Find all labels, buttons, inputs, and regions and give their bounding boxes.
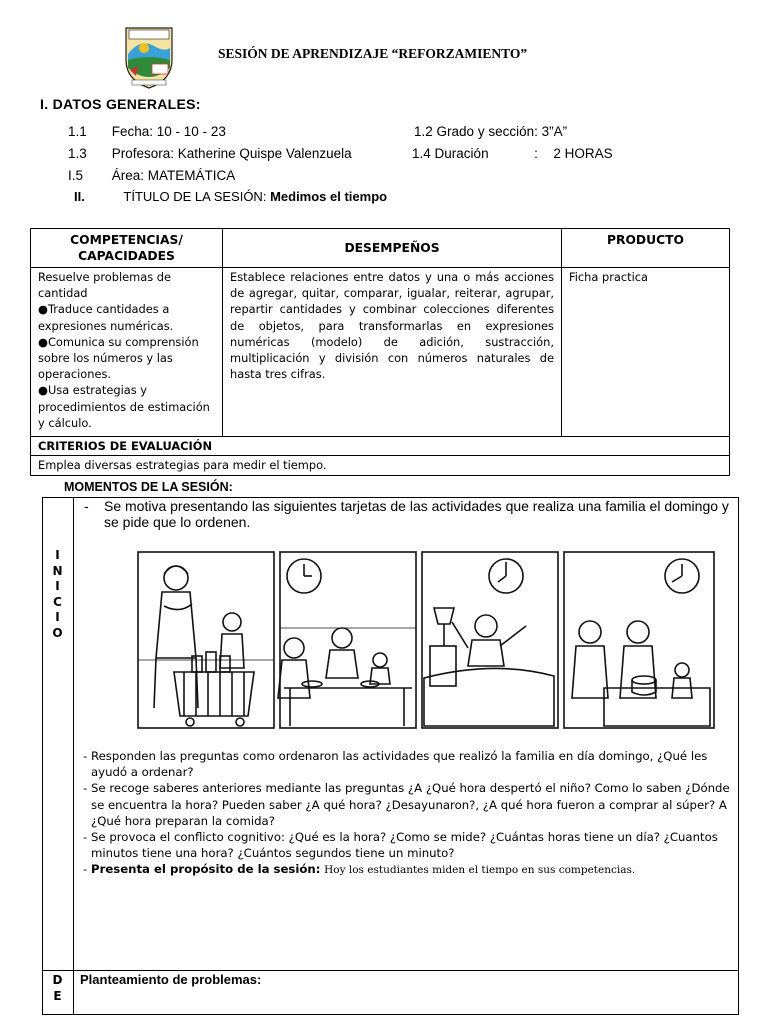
inicio-label: I N I C I O: [52, 548, 63, 640]
motivacion-text: - Se motiva presentando las siguientes tarjetas de las actividades que realiza una familia el domingo y se pide que lo ordenen.: [84, 498, 729, 530]
competencia-item: ●Usa estrategias y procedimientos de estimación y cálculo.: [38, 383, 210, 430]
criterios-value: Emplea diversas estrategias para medir el tiempo.: [31, 456, 730, 476]
card-waking-up: [422, 552, 558, 728]
producto-cell: Ficha practica: [562, 268, 730, 437]
momentos-row-divider: [42, 970, 739, 971]
general-item-grado: 1.2 Grado y sección: 3”A”: [414, 124, 568, 139]
list-item: - Se provoca el conflicto cognitivo: ¿Qué es la hora? ¿Como se mide? ¿Cuántas horas tiene un día? ¿Cuantos minutos tiene una hora? ¿Cuántos segundos tiene un minuto?: [80, 829, 730, 861]
general-item-area: I.5 Área: MATEMÁTICA: [68, 168, 236, 183]
school-logo: [120, 24, 178, 90]
family-activity-cards-image: [134, 548, 718, 732]
general-item-duracion: 1.4 Duración : 2 HORAS: [412, 146, 613, 161]
document-title: SESIÓN DE APRENDIZAJE “REFORZAMIENTO”: [218, 46, 528, 61]
header-producto: PRODUCTO: [562, 229, 730, 268]
header-competencias: COMPETENCIAS/ CAPACIDADES: [31, 229, 223, 268]
criterios-label: CRITERIOS DE EVALUACIÓN: [31, 437, 730, 456]
planteamiento-label: Planteamiento de problemas:: [80, 972, 262, 987]
header-desempenos: DESEMPEÑOS: [223, 229, 562, 268]
competencia-item: ●Traduce cantidades a expresiones numéricas.: [38, 302, 174, 333]
competencias-cell: [31, 268, 223, 437]
session-title-value: Medimos el tiempo: [270, 189, 388, 204]
momentos-title: MOMENTOS DE LA SESIÓN:: [64, 480, 233, 494]
card-breakfast: [278, 552, 416, 728]
competencias-table: [30, 228, 730, 476]
general-item-fecha: 1.1 Fecha: 10 - 10 - 23: [68, 124, 226, 139]
general-item-profesora: 1.3 Profesora: Katherine Quispe Valenzuela: [68, 146, 352, 161]
list-item: - Responden las preguntas como ordenaron las actividades que realizó la familia en día domingo, ¿Qué les ayudó a ordenar?: [80, 748, 730, 780]
card-shopping: [138, 552, 274, 728]
momentos-column-divider: [73, 497, 74, 1015]
section-datos-generales: I. DATOS GENERALES:: [40, 96, 201, 112]
proposito-value: Hoy los estudiantes miden el tiempo en sus competencias.: [324, 864, 636, 877]
proposito-item: [80, 861, 730, 878]
list-item: - Se recoge saberes anteriores mediante las preguntas ¿A ¿Qué hora despertó el niño? Como lo saben ¿Dónde se encuentra la hora? Pueden saber ¿A qué hora? ¿Desayunaron?, ¿A qué hora fueron a comprar al súper? A ¿Qué hora preparan la comida?: [80, 780, 730, 829]
competencia-item: ●Comunica su comprensión sobre los números y las operaciones.: [38, 334, 199, 382]
desempenos-cell: Establece relaciones entre datos y una o más acciones de agregar, quitar, comparar, igualar, reiterar, agrupar, repartir cantidades y combinar colecciones diferentes de objetos, para transformarlas en expresiones numéricas (modelo) de adición, sustracción, multiplicación y división con números naturales de hasta tres cifras.: [223, 268, 562, 437]
competencia-item: Resuelve problemas de cantidad: [38, 270, 172, 301]
proposito-label: Presenta el propósito de la sesión:: [91, 862, 321, 877]
section-titulo-sesion: II. TÍTULO DE LA SESIÓN: Medimos el tiempo: [74, 189, 388, 204]
activities-list: [80, 748, 730, 879]
desarrollo-label: D E: [52, 973, 63, 1003]
card-cooking: [564, 552, 714, 728]
